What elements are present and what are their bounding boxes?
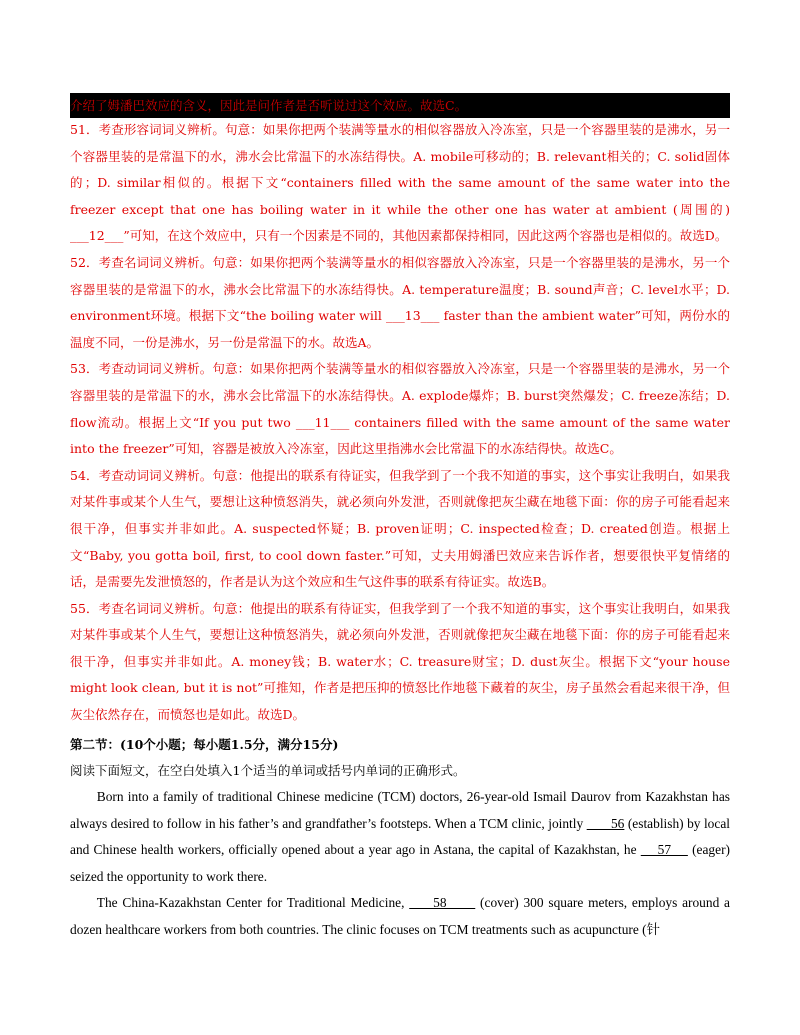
passage-paragraph-1 (70, 784, 730, 890)
explanation-55: 55．考查名词词义辨析。句意：他提出的联系有待证实，但我学到了一个我不知道的事实，这个事实让我明白，如果我对某件事或某个人生气，要想让这种愤怒消失，就必须向外发泄，否则就像把灰尘藏在地毯下面：你的房子可能看起来很干净，但事实并非如此。A. money钱；B. water水；C. treasure财宝；D. dust灰尘。根据下文“your house might look clean, but it is not”可推知，作者是把压抑的愤怒比作地毯下藏着的灰尘，房子虽然会看起来很干净，但灰尘依然存在，而愤怒也是如此。故选D。 (70, 600, 730, 723)
answer-explanations (70, 117, 730, 729)
instruction-text: 阅读下面短文，在空白处填入1个适当的单词或括号内单词的正确形式。 (70, 763, 466, 778)
passage-text: The China-Kazakhstan Center for Traditional Medicine, (96, 895, 410, 911)
passage-text: (eager) seized the opportunity to work there. (70, 842, 730, 884)
passage-paragraph-2 (70, 890, 730, 943)
explanation-54: 54．考查动词词义辨析。句意：他提出的联系有待证实，但我学到了一个我不知道的事实，这个事实让我明白，如果我对某件事或某个人生气，要想让这种愤怒消失，就必须向外发泄，否则就像把灰尘藏在地毯下面：你的房子可能看起来很干净，但事实并非如此。A. suspected怀疑；B. proven证明；C. inspected检查；D. created创造。根据上文“Baby, you gotta boil, first, to cool down faster.”可知，丈夫用姆潘巴效应来告诉作者，想要很快平复情绪的话，是需要先发泄愤怒的，作者是认为这个效应和生气这件事的联系有待证实。故选B。 (70, 467, 730, 590)
explanation-53: 53．考查动词词义辨析。句意：如果你把两个装满等量水的相似容器放入冷冻室，只是一个容器里装的是沸水，另一个容器里装的是常温下的水，沸水会比常温下的水冻结得快。A. explode爆炸；B. burst突然爆发；C. freeze冻结；D. flow流动。根据上文“If you put two ___11___ containers filled with the same amount of the same water into the freezer”可知，容器是被放入冷冻室，因此这里指沸水会比常温下的水冻结得快。故选C。 (70, 361, 730, 457)
blank-56[interactable]: 56 (586, 815, 625, 831)
passage-text: (cover) 300 square meters, employs around a dozen healthcare workers from both countries. The clinic focuses on TCM treatments such as acupuncture (针 (70, 895, 730, 937)
passage-text: (establish) by local and Chinese health workers, officially opened about a year ago in Astana, the capital of Kazakhstan, he (70, 815, 730, 858)
highlighted-answer-line: 介绍了姆潘巴效应的含义，因此是问作者是否听说过这个效应。故选C。 (70, 93, 730, 118)
blank-57[interactable]: 57 (640, 842, 688, 858)
passage-text: Born into a family of traditional Chinese medicine (TCM) doctors, 26-year-old Ismail Daurov from Kazakhstan has always desired to follow in his father’s and grandfather’s footsteps. When a TCM clinic, jointly (70, 789, 730, 831)
section-title: 第二节：(10个小题；每小题1.5分，满分15分) (70, 737, 339, 752)
explanation-51: 51．考查形容词词义辨析。句意：如果你把两个装满等量水的相似容器放入冷冻室，只是一个容器里装的是沸水，另一个容器里装的是常温下的水，沸水会比常温下的水冻结得快。A. mobile可移动的；B. relevant相关的；C. solid固体的；D. similar相似的。根据下文“containers filled with the same amount of the same water into the freezer except that one has boiling water in it while the other one has water at ambient (周围的) ___12___”可知，在这个效应中，只有一个因素是不同的，其他因素都保持相同，因此这两个容器也是相似的。故选D。 (70, 122, 730, 244)
reading-passage (70, 784, 730, 944)
explanation-52: 52．考查名词词义辨析。句意：如果你把两个装满等量水的相似容器放入冷冻室，只是一个容器里装的是沸水，另一个容器里装的是常温下的水，沸水会比常温下的水冻结得快。A. temperature温度；B. sound声音；C. level水平；D. environment环境。根据下文“the boiling water will ___13___ faster than the ambient water”可知，两份水的温度不同，一份是沸水，另一份是常温下的水。故选A。 (70, 254, 730, 350)
blank-58[interactable]: 58 (409, 895, 476, 911)
